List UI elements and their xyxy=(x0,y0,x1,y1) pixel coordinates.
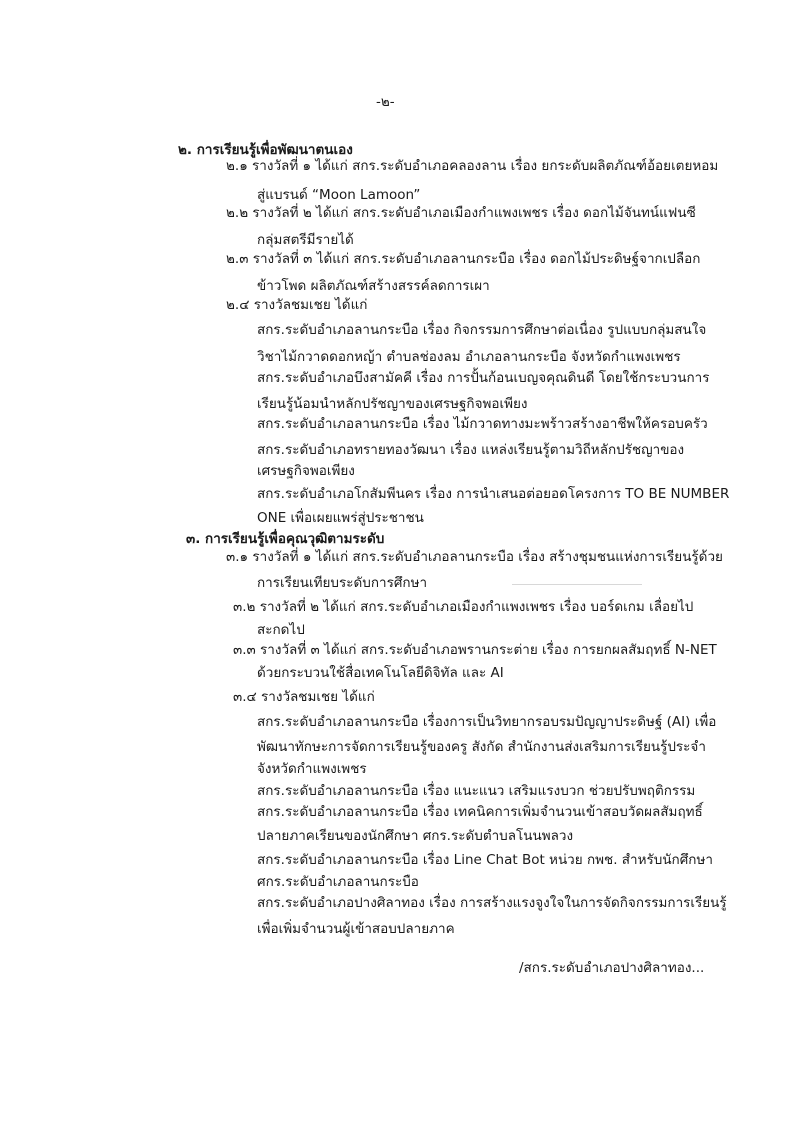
item-3-3-line-2: ด้วยกระบวนใช้สื่อเทคโนโลยีดิจิทัล และ AI xyxy=(257,665,504,681)
page-number: -๒- xyxy=(376,94,395,110)
section-3-heading: ๓. การเรียนรู้เพื่อคุณวุฒิตามระดับ xyxy=(186,531,385,547)
item-3-1-line-2: การเรียนเทียบระดับการศึกษา xyxy=(257,575,428,591)
scan-artifact xyxy=(512,584,642,585)
item-2-2-line-1: ๒.๒ รางวัลที่ ๒ ได้แก่ สกร.ระดับอำเภอเมืองกำแพงเพชร เรื่อง ดอกไม้จันทน์แฟนซี xyxy=(226,205,696,221)
item-3-4-line-10: เพื่อเพิ่มจำนวนผู้เข้าสอบปลายภาค xyxy=(257,921,455,937)
item-2-1-line-2: สู่แบรนด์ “Moon Lamoon” xyxy=(257,187,421,203)
item-2-4-heading: ๒.๔ รางวัลชมเชย ได้แก่ xyxy=(226,297,368,313)
item-2-4-line-4: เรียนรู้น้อมนำหลักปรัชญาของเศรษฐกิจพอเพียง xyxy=(257,396,528,412)
item-2-4-line-7: เศรษฐกิจพอเพียง xyxy=(257,463,355,479)
item-3-3-line-1: ๓.๓ รางวัลที่ ๓ ได้แก่ สกร.ระดับอำเภอพรานกระต่าย เรื่อง การยกผลสัมฤทธิ์ N-NET xyxy=(233,642,717,658)
item-2-3-line-1: ๒.๓ รางวัลที่ ๓ ได้แก่ สกร.ระดับอำเภอลานกระบือ เรื่อง ดอกไม้ประดิษฐ์จากเปลือก xyxy=(226,251,701,267)
item-2-4-line-5: สกร.ระดับอำเภอลานกระบือ เรื่อง ไม้กวาดทางมะพร้าวสร้างอาชีพให้ครอบครัว xyxy=(257,416,708,432)
item-2-1-line-1: ๒.๑ รางวัลที่ ๑ ได้แก่ สกร.ระดับอำเภอคลองลาน เรื่อง ยกระดับผลิตภัณฑ์อ้อยเตยหอม xyxy=(226,158,719,174)
item-3-4-line-5: สกร.ระดับอำเภอลานกระบือ เรื่อง เทคนิคการเพิ่มจำนวนเข้าสอบวัดผลสัมฤทธิ์ xyxy=(257,804,703,820)
item-3-4-line-9: สกร.ระดับอำเภอปางศิลาทอง เรื่อง การสร้างแรงจูงใจในการจัดกิจกรรมการเรียนรู้ xyxy=(257,895,727,911)
item-3-4-line-8: ศกร.ระดับอำเภอลานกระบือ xyxy=(257,874,419,890)
continuation-note: /สกร.ระดับอำเภอปางศิลาทอง... xyxy=(519,960,705,976)
item-3-1-line-1: ๓.๑ รางวัลที่ ๑ ได้แก่ สกร.ระดับอำเภอลานกระบือ เรื่อง สร้างชุมชนแห่งการเรียนรู้ด้วย xyxy=(226,549,723,565)
item-2-4-line-8: สกร.ระดับอำเภอโกสัมพีนคร เรื่อง การนำเสนอต่อยอดโครงการ TO BE NUMBER xyxy=(257,486,730,502)
item-2-4-line-3: สกร.ระดับอำเภอบึงสามัคคี เรื่อง การปั้นก้อนเบญจคุณดินดี โดยใช้กระบวนการ xyxy=(257,370,710,386)
item-2-4-line-2: วิชาไม้กวาดดอกหญ้า ตำบลช่องลม อำเภอลานกระบือ จังหวัดกำแพงเพชร xyxy=(257,349,681,365)
item-3-4-line-3: จังหวัดกำแพงเพชร xyxy=(257,761,367,777)
item-3-4-line-2: พัฒนาทักษะการจัดการเรียนรู้ของครู สังกัด สำนักงานส่งเสริมการเรียนรู้ประจำ xyxy=(257,739,706,755)
section-2-heading: ๒. การเรียนรู้เพื่อพัฒนาตนเอง xyxy=(178,142,353,158)
item-3-4-line-4: สกร.ระดับอำเภอลานกระบือ เรื่อง แนะแนว เสริมแรงบวก ช่วยปรับพฤติกรรม xyxy=(257,783,696,799)
item-3-4-heading: ๓.๔ รางวัลชมเชย ได้แก่ xyxy=(233,689,375,705)
item-3-2-line-2: สะกดไป xyxy=(257,622,305,638)
item-2-3-line-2: ข้าวโพด ผลิตภัณฑ์สร้างสรรค์ลดการเผา xyxy=(257,278,490,294)
item-2-2-line-2: กลุ่มสตรีมีรายได้ xyxy=(257,232,354,248)
item-3-4-line-1: สกร.ระดับอำเภอลานกระบือ เรื่องการเป็นวิทยากรอบรมปัญญาประดิษฐ์ (AI) เพื่อ xyxy=(257,714,717,730)
item-3-4-line-6: ปลายภาคเรียนของนักศึกษา ศกร.ระดับตำบลโนนพลวง xyxy=(257,828,574,844)
item-3-4-line-7: สกร.ระดับอำเภอลานกระบือ เรื่อง Line Chat Bot หน่วย กพช. สำหรับนักศึกษา xyxy=(257,852,713,868)
item-2-4-line-6: สกร.ระดับอำเภอทรายทองวัฒนา เรื่อง แหล่งเรียนรู้ตามวิถีหลักปรัชญาของ xyxy=(257,442,685,458)
item-2-4-line-9: ONE เพื่อเผยแพร่สู่ประชาชน xyxy=(257,510,424,526)
item-3-2-line-1: ๓.๒ รางวัลที่ ๒ ได้แก่ สกร.ระดับอำเภอเมืองกำแพงเพชร เรื่อง บอร์ดเกม เลื่อยไป xyxy=(233,599,694,615)
item-2-4-line-1: สกร.ระดับอำเภอลานกระบือ เรื่อง กิจกรรมการศึกษาต่อเนื่อง รูปแบบกลุ่มสนใจ xyxy=(257,322,707,338)
